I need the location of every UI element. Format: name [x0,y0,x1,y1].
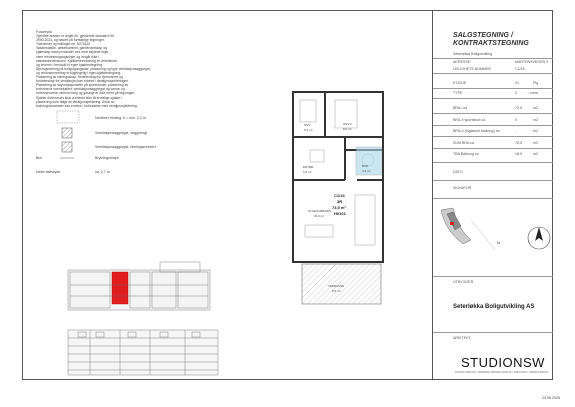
note-line: Plassering av skyveskapsdører på sportsboder, plassering av [36,83,129,88]
room-area-sov2: 8,0 m² [343,127,352,131]
title-block-panel [432,10,553,380]
room-label-sov: SOV [304,123,311,127]
room-area-terrace: 8,5 m² [332,289,341,293]
room-label-living: STUE/KJØKKEN [308,209,331,213]
row-unit-bra-i: m2 [533,106,538,110]
row-label-bra-i: BRA-i ca [453,106,468,110]
address-label: ADRESSE [453,60,471,64]
north-label: N [497,240,500,245]
row-value-bra-b: - [515,129,517,133]
floor-plan-walls [293,92,383,262]
unit-number-label: LEILIGHETS NUMMER [453,67,491,71]
row-value-floor: 01 [515,81,519,85]
note-line: og leveres i henhold til egen kjøkkentegning. [36,62,103,67]
row-label-bra-b: BRA-b (inglasset balkong) ca [453,129,500,133]
row-label-floor: ETASJE [453,81,467,85]
developer-label: UTBYGGER [453,280,474,284]
room-label-bad: BAD [362,164,369,168]
note-line: 3940:2023, og basert på foreløpige tegninger. [36,38,105,43]
note-line: fortrinnsvis varmekabler, ventilasjonsaggregat og varme og [36,87,125,92]
row-unit-bra-b: m2 [533,129,538,133]
row-value-bra-e: 5 [515,118,517,122]
architect-address: STUDIO NSW AS • NORDAHL BRUNS GATE 22 • 0165 OSLO • WWW.NSW.NO [455,371,549,374]
row-label-sum: SUM BRA ca [453,141,474,145]
row-unit-sum: m2 [533,141,538,145]
row-unit-tba: m2 [533,152,538,156]
unit-rooms-tag: 3R [337,199,343,204]
row-label-tba: TBA Balkong ca [453,152,479,156]
drawing-title: SALGSTEGNING / KONTRAKTSTEGNING [453,32,529,47]
note-line: fordelerskap for ventilasjon kan endres i detaljprosjekteringen. [36,79,130,84]
note-line: fortrinnsvarme mellom bolig og garasje er ikke ment på tegningen. [36,91,136,96]
note-line: Vaskemaskin, tørketrommel, garderobeskap og [36,46,107,51]
note-line: Plassering av sikringsskap, fordelerskap for fjernvarme og [36,75,124,80]
note-line: kjøleskap samt produkter ved med stiplede linjer, [36,50,110,55]
note-line: Fotavtrykk: [36,30,53,34]
room-area-living: 33,9 m² [314,214,325,218]
legend-vent-wall-label: Ventilasjonsaggregat, vegghengt [95,131,148,135]
signature-label: SIGNATUR [453,186,472,190]
legend-bim-label: Brytningsmaye [95,156,119,160]
note-line: Åpningsretning på boligutgangsdør, plassering og type ventilasjonsaggregat, [36,66,151,71]
row-label-type: TYPE [453,91,463,95]
unit-code-tag: H0101 [334,211,346,216]
note-line: plassering som følge av detaljprosjektering. Areal av [36,99,115,104]
date-label: DATO [453,170,463,174]
room-label-terrace: TERRASSE [328,284,345,288]
note-line: Toleranser og målinger iht. NS 3420. [36,42,92,47]
note-line: standardleveransen. Kjøkkeninnredning er veiledende [36,58,118,63]
note-line: Gjeldfrie arealer er angitt iht. gjeldende standard NS [36,34,115,39]
row-label-bra-e: BRA-e sportsbod ca [453,118,486,122]
issue-date: 23.06.2025 [542,396,560,400]
unit-area-tag: 73,5 m² [332,205,346,210]
note-line: viser mindreinngangslinjer og inngår ikke i [36,54,100,59]
legend-bim-key: Bim [36,156,43,160]
room-label-entre: ENTRÉ [303,165,314,169]
legend-ceiling-label: Nedforet himling: h = min. 2,2 m [95,116,147,120]
north-arrow-icon [535,227,543,241]
developer-name: Seterløkka Boligutvikling AS [453,304,535,310]
row-unit-type: - roms [528,91,539,95]
site-key-map [433,200,554,270]
row-value-type: 3 [515,91,517,95]
room-area-entre: 5,8 m² [303,170,312,174]
architect-label: ARKITEKT [453,336,471,340]
note-line: bakvinghimarealer kan endres i forbindelse med detaljprosjektering. [36,103,138,108]
legend-height-label: ca. 2,7 m [95,170,110,174]
row-value-sum: 78,5 [515,141,522,145]
row-unit-floor: Plg [533,81,539,85]
row-unit-bra-e: m2 [533,118,538,122]
legend-height-key: Netto takhøyde [36,170,61,174]
room-area-bad: 4,3 m² [362,169,371,173]
row-value-tba: 18,5 [515,152,522,156]
legend-vent-ceiling-label: Ventilasjonsaggregat, himlingsmontert [95,145,156,149]
unit-type-tag: C1/16 [334,193,345,198]
project-subtitle: Seterløkka Boligutvikling [453,52,493,56]
row-value-bra-i: 73,5 [515,106,522,110]
room-label-sov2: SOV 2 [343,122,352,126]
note-line: og vindusinnretning er tilgjengelig i egen kjøkkentegning. [36,70,122,75]
architect-logo: STUDIONSW [461,355,545,370]
note-line: Sjakter fortrinnsvis skal vurderes ikke tå endelige sjakter i [36,95,123,100]
address-value: MARTENSVEGEN 3 [515,60,549,64]
unit-number-value: C1/16 [515,67,525,71]
room-area-sov: 5,3 m² [304,128,313,132]
